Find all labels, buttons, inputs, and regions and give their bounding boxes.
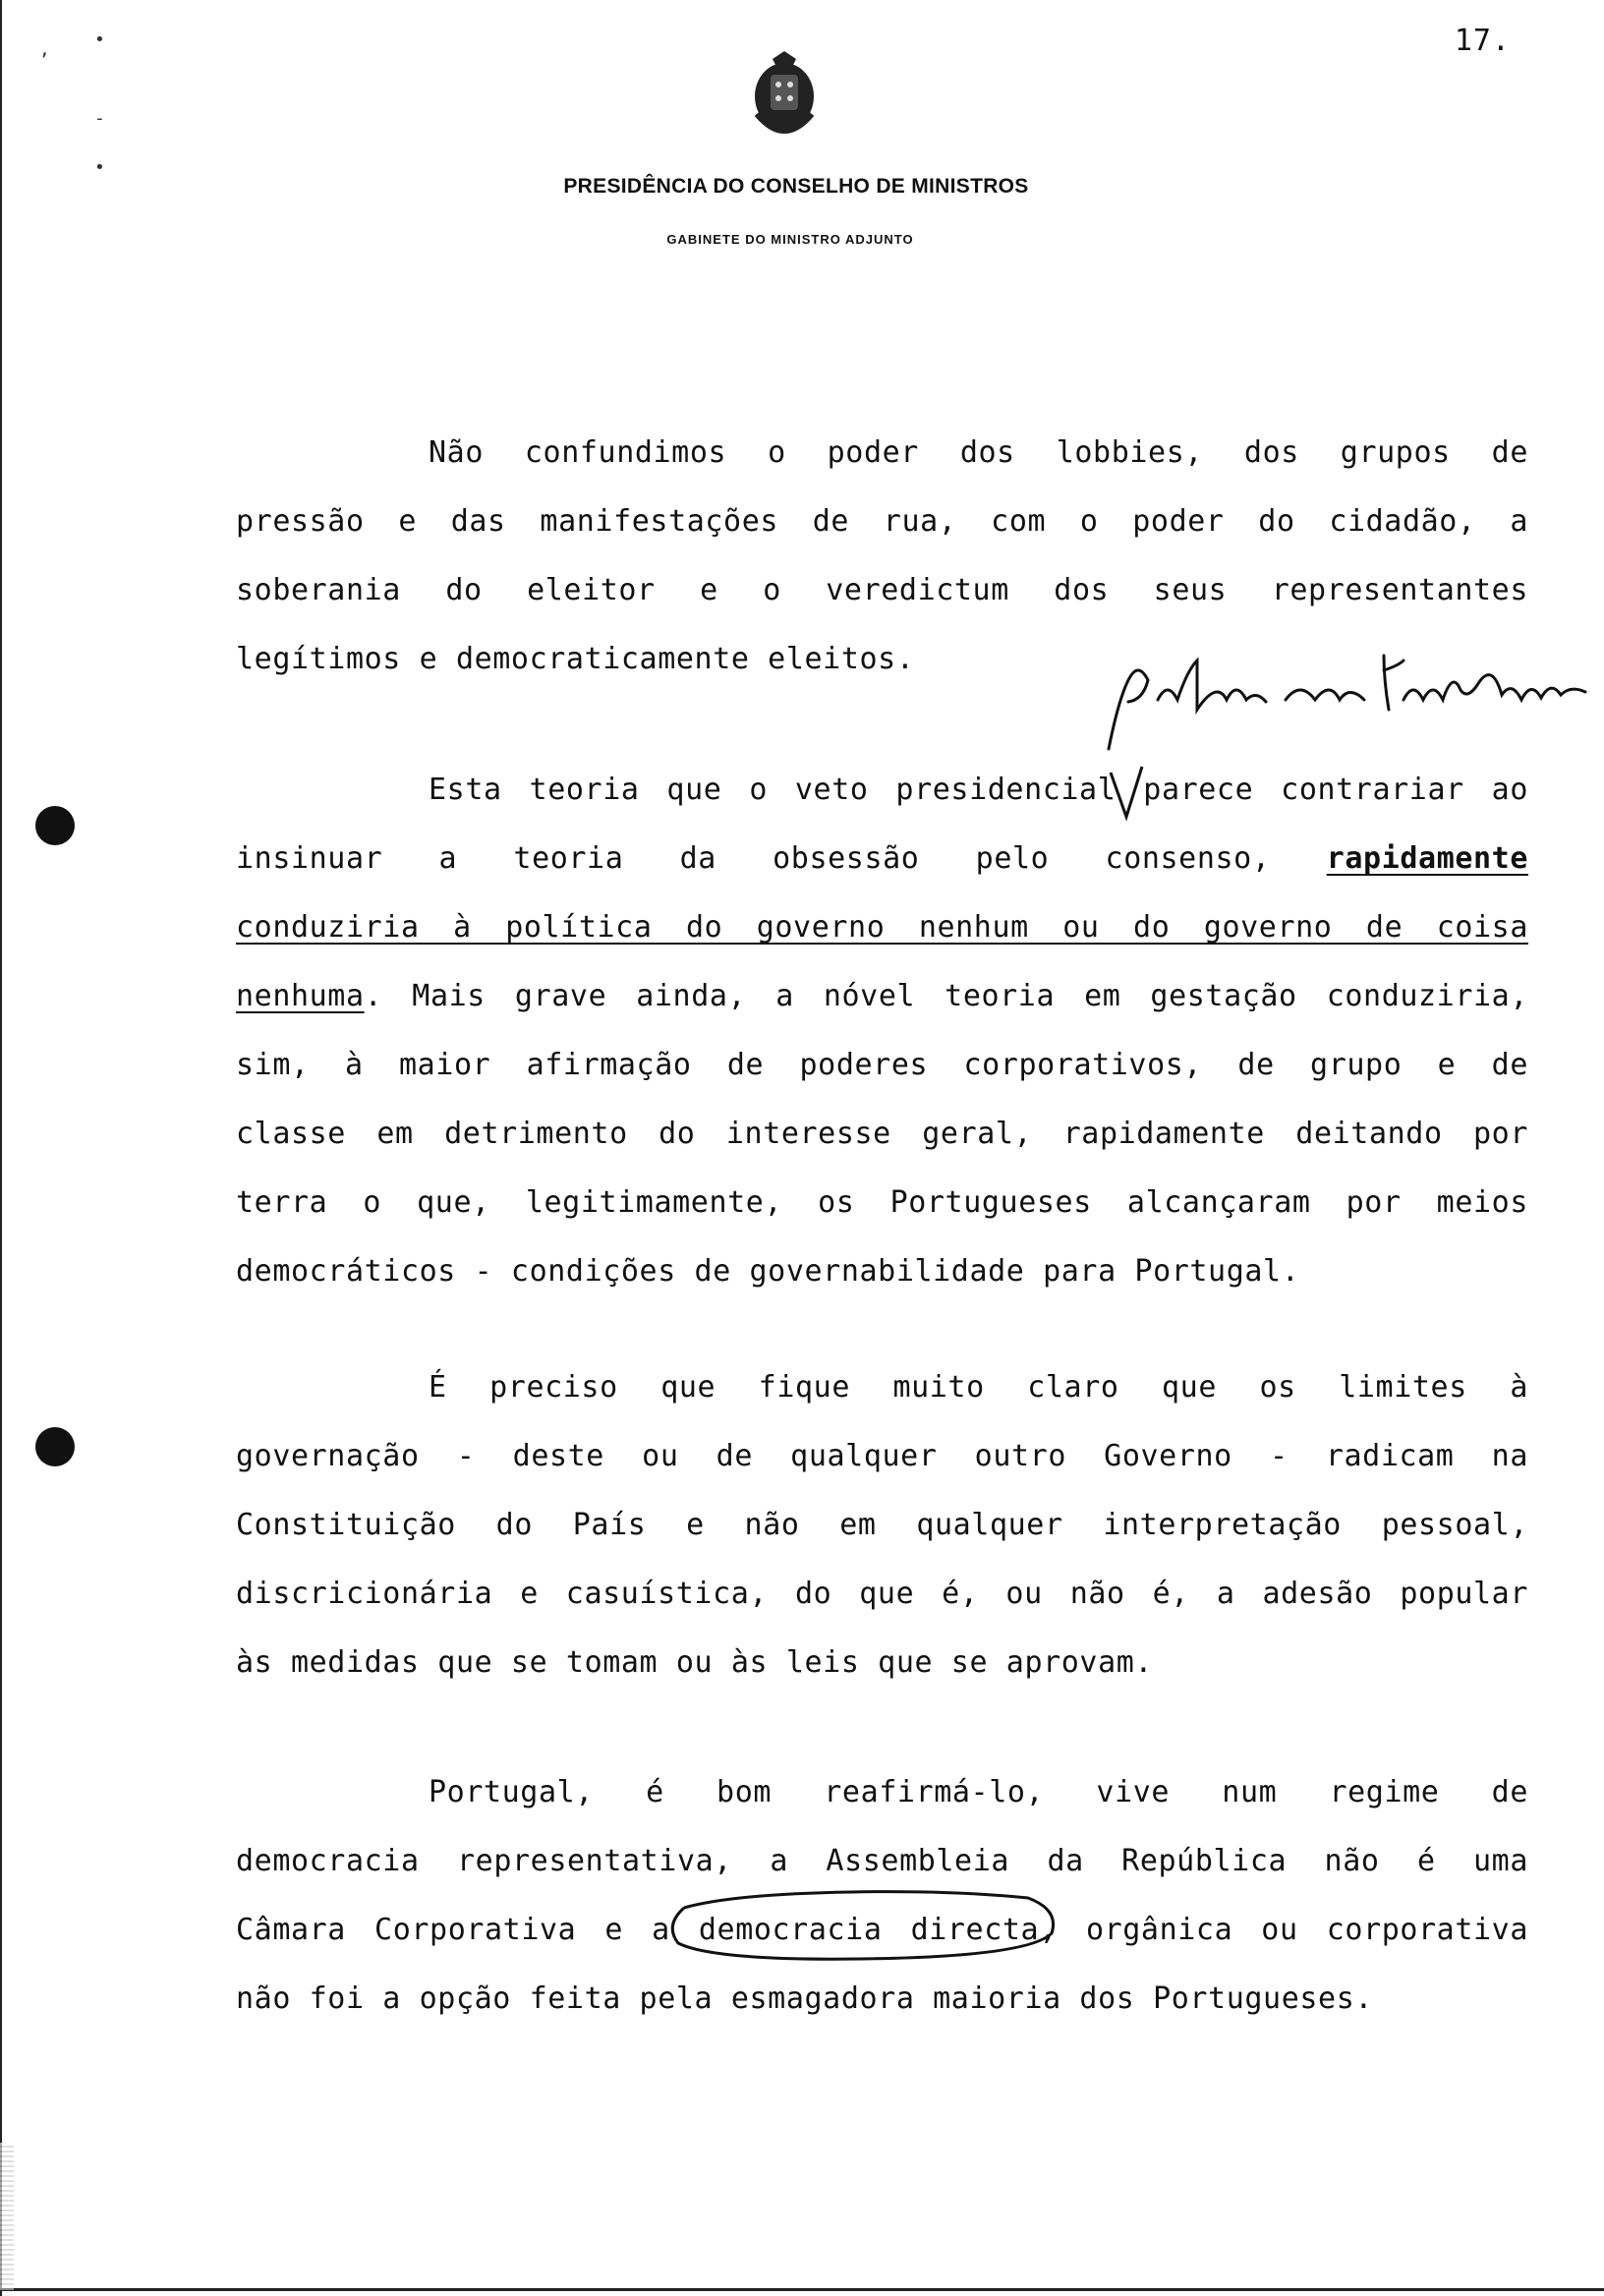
- margin-dot: ,: [39, 39, 50, 60]
- text-line: soberania do eleitor e o veredictum dos seus representantes: [236, 573, 1528, 607]
- text-line: sim, à maior afirmação de poderes corporativos, de grupo e de: [236, 1048, 1528, 1082]
- text-line: discricionária e casuística, do que é, ou não é, a adesão popular: [236, 1577, 1528, 1611]
- handwritten-circle: [655, 1888, 1063, 1963]
- text-line: pressão e das manifestações de rua, com o poder do cidadão, a: [236, 504, 1528, 539]
- page-number: 17.: [1454, 24, 1511, 58]
- text-line: legítimos e democraticamente eleitos.: [236, 642, 915, 676]
- text-line: Constituição do País e não em qualquer interpretação pessoal,: [236, 1508, 1528, 1542]
- text-line: [236, 962, 1528, 1031]
- scan-noise: [0, 2143, 14, 2290]
- text-line: Portugal, é bom reafirmá-lo, vive num regime de: [429, 1775, 1528, 1809]
- margin-dot: •: [94, 29, 105, 50]
- underlined-line: conduziria à política do governo nenhum ou do governo de coisa: [236, 910, 1528, 945]
- text-line: Câmara Corporativa e a democracia directa, orgânica ou corporativa: [236, 1913, 1528, 1947]
- text-line: [236, 825, 1528, 893]
- text-line: É preciso que fique muito claro que os limites à: [429, 1370, 1528, 1405]
- punch-hole: [35, 806, 75, 845]
- paragraph: [236, 756, 1528, 1306]
- text-line: democracia representativa, a Assembleia da República não é uma: [236, 1844, 1528, 1878]
- text-line: Esta teoria que o veto presidencial parece contrariar ao: [429, 773, 1528, 807]
- handwritten-annotation: [1089, 641, 1600, 759]
- text-line: democráticos - condições de governabilidade para Portugal.: [236, 1254, 1300, 1289]
- left-margin-rule: [0, 0, 2, 2296]
- text-line: às medidas que se tomam ou às leis que se aprovam.: [236, 1645, 1154, 1680]
- text-line: não foi a opção feita pela esmagadora maioria dos Portugueses.: [236, 1981, 1374, 2016]
- text-segment: insinuar a teoria da obsessão pelo consenso,: [236, 841, 1271, 876]
- underlined-text: rapidamente: [1326, 841, 1528, 876]
- coat-of-arms-emblem: [743, 45, 826, 151]
- text-line: governação - deste ou de qualquer outro Governo - radicam na: [236, 1439, 1528, 1473]
- text-line: Não confundimos o poder dos lobbies, dos grupos de: [429, 435, 1528, 470]
- text-segment: . Mais grave ainda, a nóvel teoria em gestação conduziria,: [364, 979, 1528, 1013]
- punch-hole: [35, 1427, 75, 1466]
- text-line: classe em detrimento do interesse geral, rapidamente deitando por: [236, 1117, 1528, 1151]
- paragraph: [236, 1353, 1528, 1697]
- bottom-edge-rule: [0, 2288, 1604, 2291]
- header-office: GABINETE DO MINISTRO ADJUNTO: [666, 232, 914, 247]
- margin-dot: -: [94, 108, 105, 129]
- header-organization: PRESIDÊNCIA DO CONSELHO DE MINISTROS: [563, 175, 1029, 198]
- text-line: terra o que, legitimamente, os Portugueses alcançaram por meios: [236, 1185, 1528, 1220]
- underlined-text: nenhuma: [236, 979, 365, 1013]
- margin-dot: •: [94, 157, 105, 178]
